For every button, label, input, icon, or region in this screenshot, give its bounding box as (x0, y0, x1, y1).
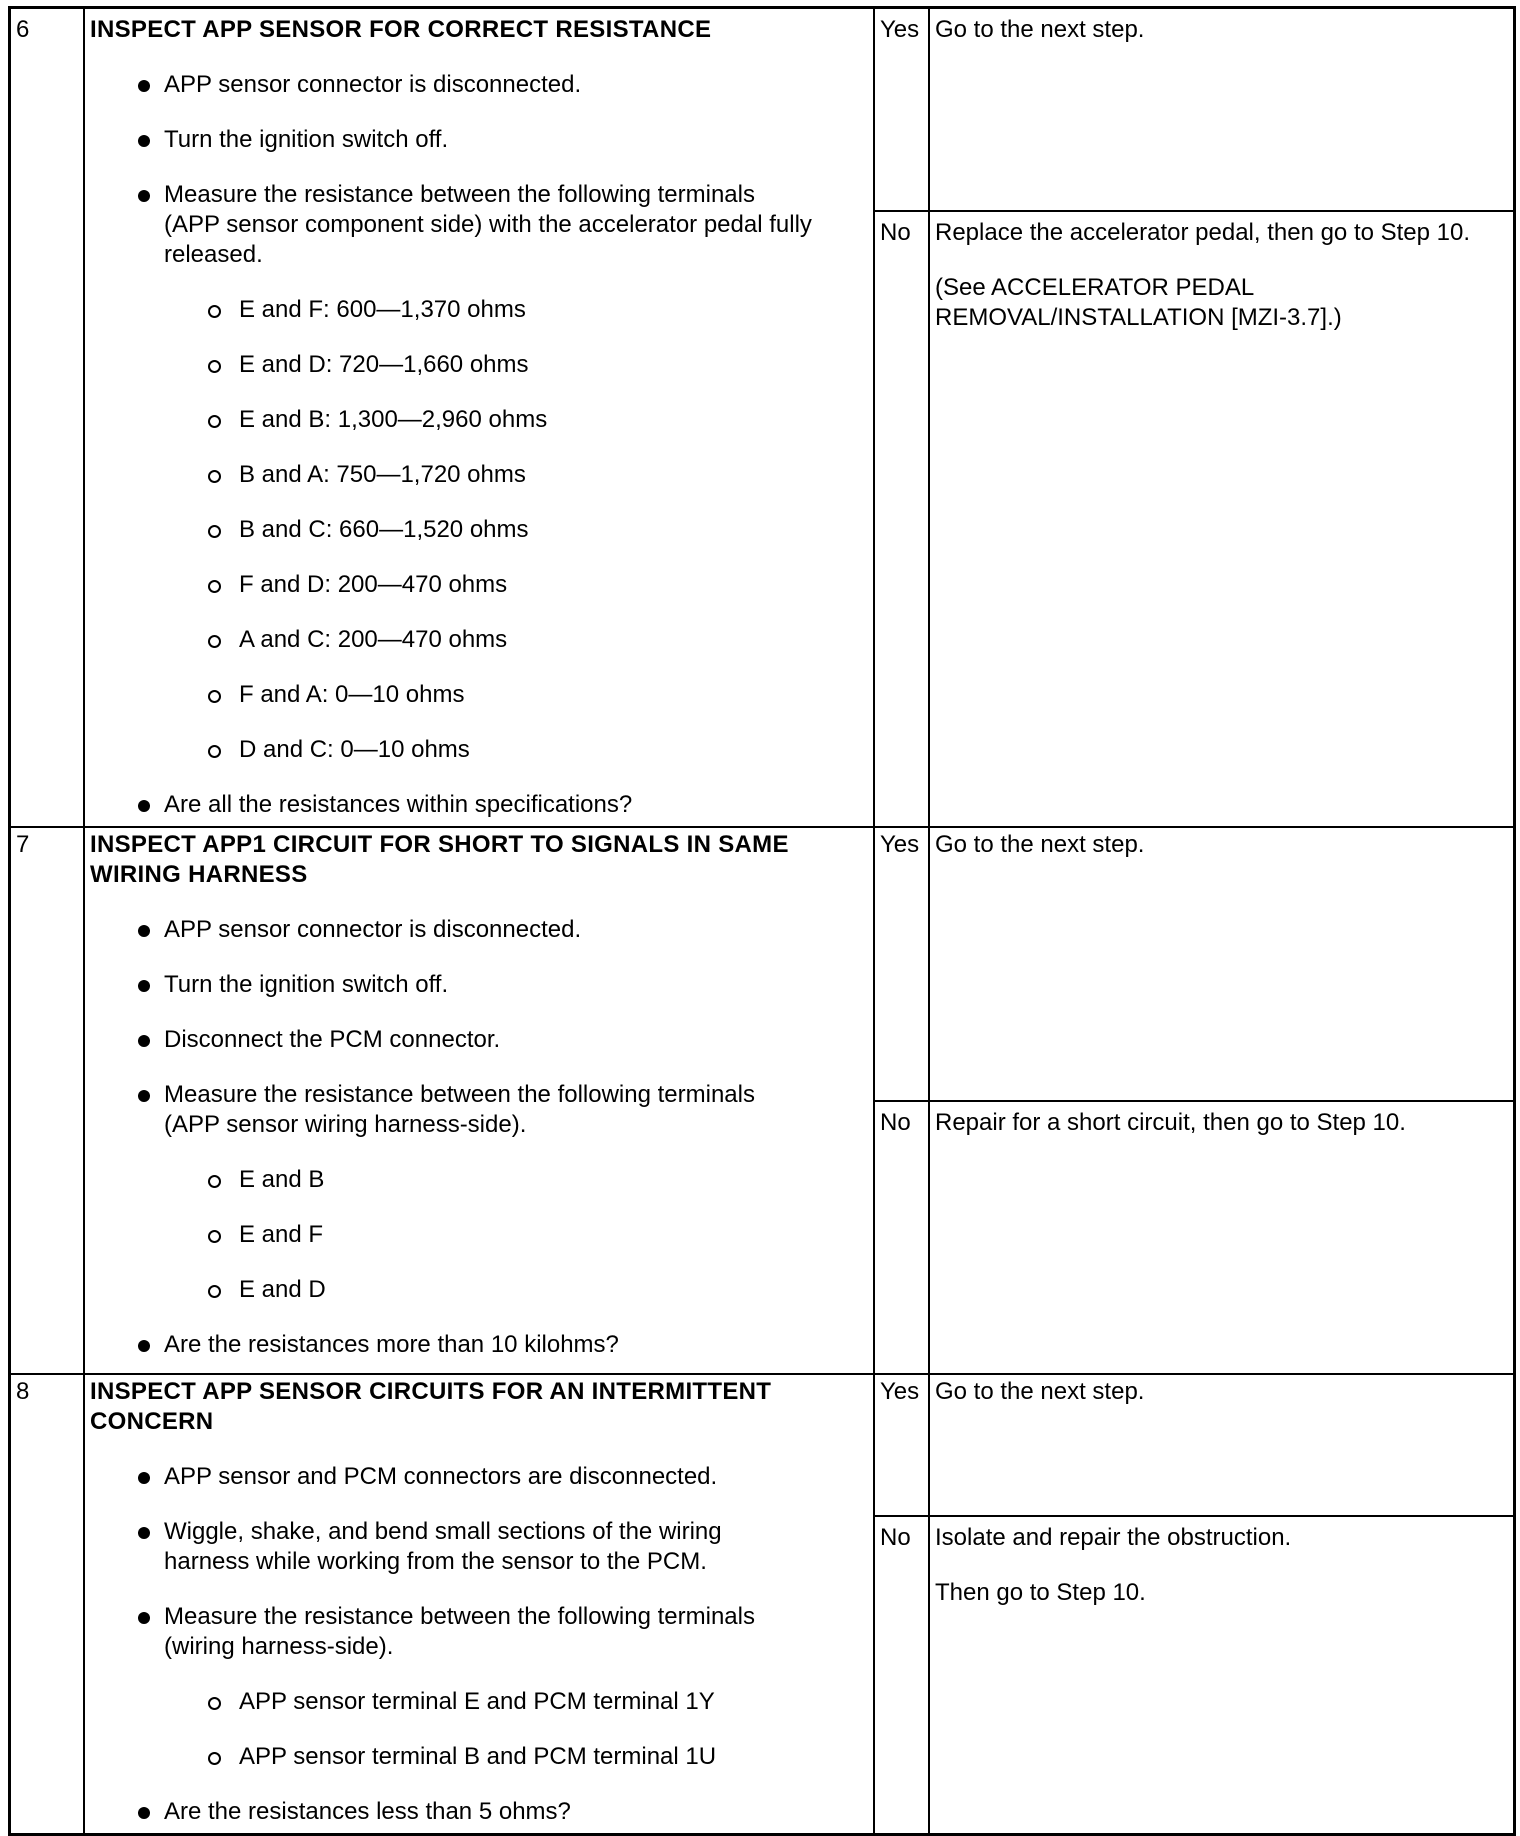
sub-bullet-icon (208, 635, 221, 648)
bullet-icon (138, 925, 150, 937)
spec-item-text: E and B (239, 1166, 325, 1193)
sub-bullet-icon (208, 1752, 221, 1765)
check-item-text: APP sensor connector is disconnected. (164, 71, 582, 98)
sub-bullet-icon (208, 360, 221, 373)
spec-item-text: B and C: 660—1,520 ohms (239, 516, 529, 543)
check-item-text: (APP sensor component side) with the accelerator pedal fully (164, 211, 812, 238)
column-divider-step (83, 8, 85, 1834)
check-item-text: Are all the resistances within specifications? (164, 791, 633, 818)
spec-item-text: D and C: 0—10 ohms (239, 736, 470, 763)
yes-label: Yes (880, 16, 920, 43)
sub-bullet-icon (208, 415, 221, 428)
check-item-text: Measure the resistance between the following terminals (164, 1603, 755, 1630)
spec-item-text: E and F: 600—1,370 ohms (239, 296, 526, 323)
no-action-text: Replace the accelerator pedal, then go to Step 10. (935, 219, 1471, 246)
bullet-icon (138, 1807, 150, 1819)
check-item-text: Are the resistances less than 5 ohms? (164, 1798, 571, 1825)
sub-bullet-icon (208, 1230, 221, 1243)
step-title: CONCERN (90, 1408, 214, 1435)
sub-bullet-icon (208, 580, 221, 593)
sub-bullet-icon (208, 470, 221, 483)
check-item-text: Turn the ignition switch off. (164, 971, 449, 998)
yes-action-text: Go to the next step. (935, 16, 1145, 43)
sub-bullet-icon (208, 1285, 221, 1298)
yes-no-divider (873, 1515, 1515, 1517)
bullet-icon (138, 980, 150, 992)
bullet-icon (138, 1527, 150, 1539)
spec-item-text: B and A: 750—1,720 ohms (239, 461, 526, 488)
spec-item-text: F and A: 0—10 ohms (239, 681, 465, 708)
bullet-icon (138, 1035, 150, 1047)
step-title: INSPECT APP1 CIRCUIT FOR SHORT TO SIGNALS IN SAME (90, 831, 789, 858)
check-item-text: Measure the resistance between the following terminals (164, 1081, 755, 1108)
spec-item-text: E and D (239, 1276, 326, 1303)
row-divider (9, 1373, 1514, 1375)
spec-item-text: A and C: 200—470 ohms (239, 626, 508, 653)
check-item-text: Wiggle, shake, and bend small sections of the wiring (164, 1518, 722, 1545)
no-action-text: Isolate and repair the obstruction. (935, 1524, 1292, 1551)
step-number: 6 (16, 16, 30, 43)
sub-bullet-icon (208, 1697, 221, 1710)
no-action-note: REMOVAL/INSTALLATION [MZI-3.7].) (935, 304, 1342, 331)
check-item-text: Measure the resistance between the following terminals (164, 181, 755, 208)
spec-item-text: F and D: 200—470 ohms (239, 571, 508, 598)
sub-bullet-icon (208, 745, 221, 758)
no-action-text: Repair for a short circuit, then go to Step 10. (935, 1109, 1406, 1136)
bullet-icon (138, 80, 150, 92)
spec-item-text: E and F (239, 1221, 324, 1248)
spec-item-text: E and B: 1,300—2,960 ohms (239, 406, 548, 433)
check-item-text: harness while working from the sensor to the PCM. (164, 1548, 707, 1575)
bullet-icon (138, 800, 150, 812)
check-item-text: Disconnect the PCM connector. (164, 1026, 501, 1053)
yes-no-divider (873, 1100, 1515, 1102)
column-divider-result (873, 8, 875, 1834)
bullet-icon (138, 1612, 150, 1624)
bullet-icon (138, 1340, 150, 1352)
check-item-text: Turn the ignition switch off. (164, 126, 449, 153)
sub-bullet-icon (208, 690, 221, 703)
yes-label: Yes (880, 1378, 920, 1405)
sub-bullet-icon (208, 525, 221, 538)
bullet-icon (138, 1090, 150, 1102)
yes-action-text: Go to the next step. (935, 1378, 1145, 1405)
check-item-text: Are the resistances more than 10 kilohms? (164, 1331, 619, 1358)
no-label: No (880, 219, 911, 246)
yes-no-divider (873, 210, 1515, 212)
check-item-text: (APP sensor wiring harness-side). (164, 1111, 527, 1138)
no-action-note: (See ACCELERATOR PEDAL (935, 274, 1255, 301)
spec-item-text: APP sensor terminal B and PCM terminal 1U (239, 1743, 717, 1770)
yes-label: Yes (880, 831, 920, 858)
step-title: WIRING HARNESS (90, 861, 308, 888)
sub-bullet-icon (208, 305, 221, 318)
check-item-text: released. (164, 241, 263, 268)
spec-item-text: E and D: 720—1,660 ohms (239, 351, 529, 378)
no-label: No (880, 1109, 911, 1136)
row-divider (9, 826, 1514, 828)
sub-bullet-icon (208, 1175, 221, 1188)
spec-item-text: APP sensor terminal E and PCM terminal 1Y (239, 1688, 715, 1715)
bullet-icon (138, 1472, 150, 1484)
yes-action-text: Go to the next step. (935, 831, 1145, 858)
check-item-text: (wiring harness-side). (164, 1633, 394, 1660)
no-action-note: Then go to Step 10. (935, 1579, 1146, 1606)
step-number: 8 (16, 1378, 30, 1405)
bullet-icon (138, 190, 150, 202)
column-divider-action (928, 8, 930, 1834)
step-title: INSPECT APP SENSOR CIRCUITS FOR AN INTERMITTENT (90, 1378, 772, 1405)
check-item-text: APP sensor and PCM connectors are disconnected. (164, 1463, 718, 1490)
no-label: No (880, 1524, 911, 1551)
bullet-icon (138, 135, 150, 147)
step-number: 7 (16, 831, 30, 858)
check-item-text: APP sensor connector is disconnected. (164, 916, 582, 943)
step-title: INSPECT APP SENSOR FOR CORRECT RESISTANCE (90, 16, 712, 43)
